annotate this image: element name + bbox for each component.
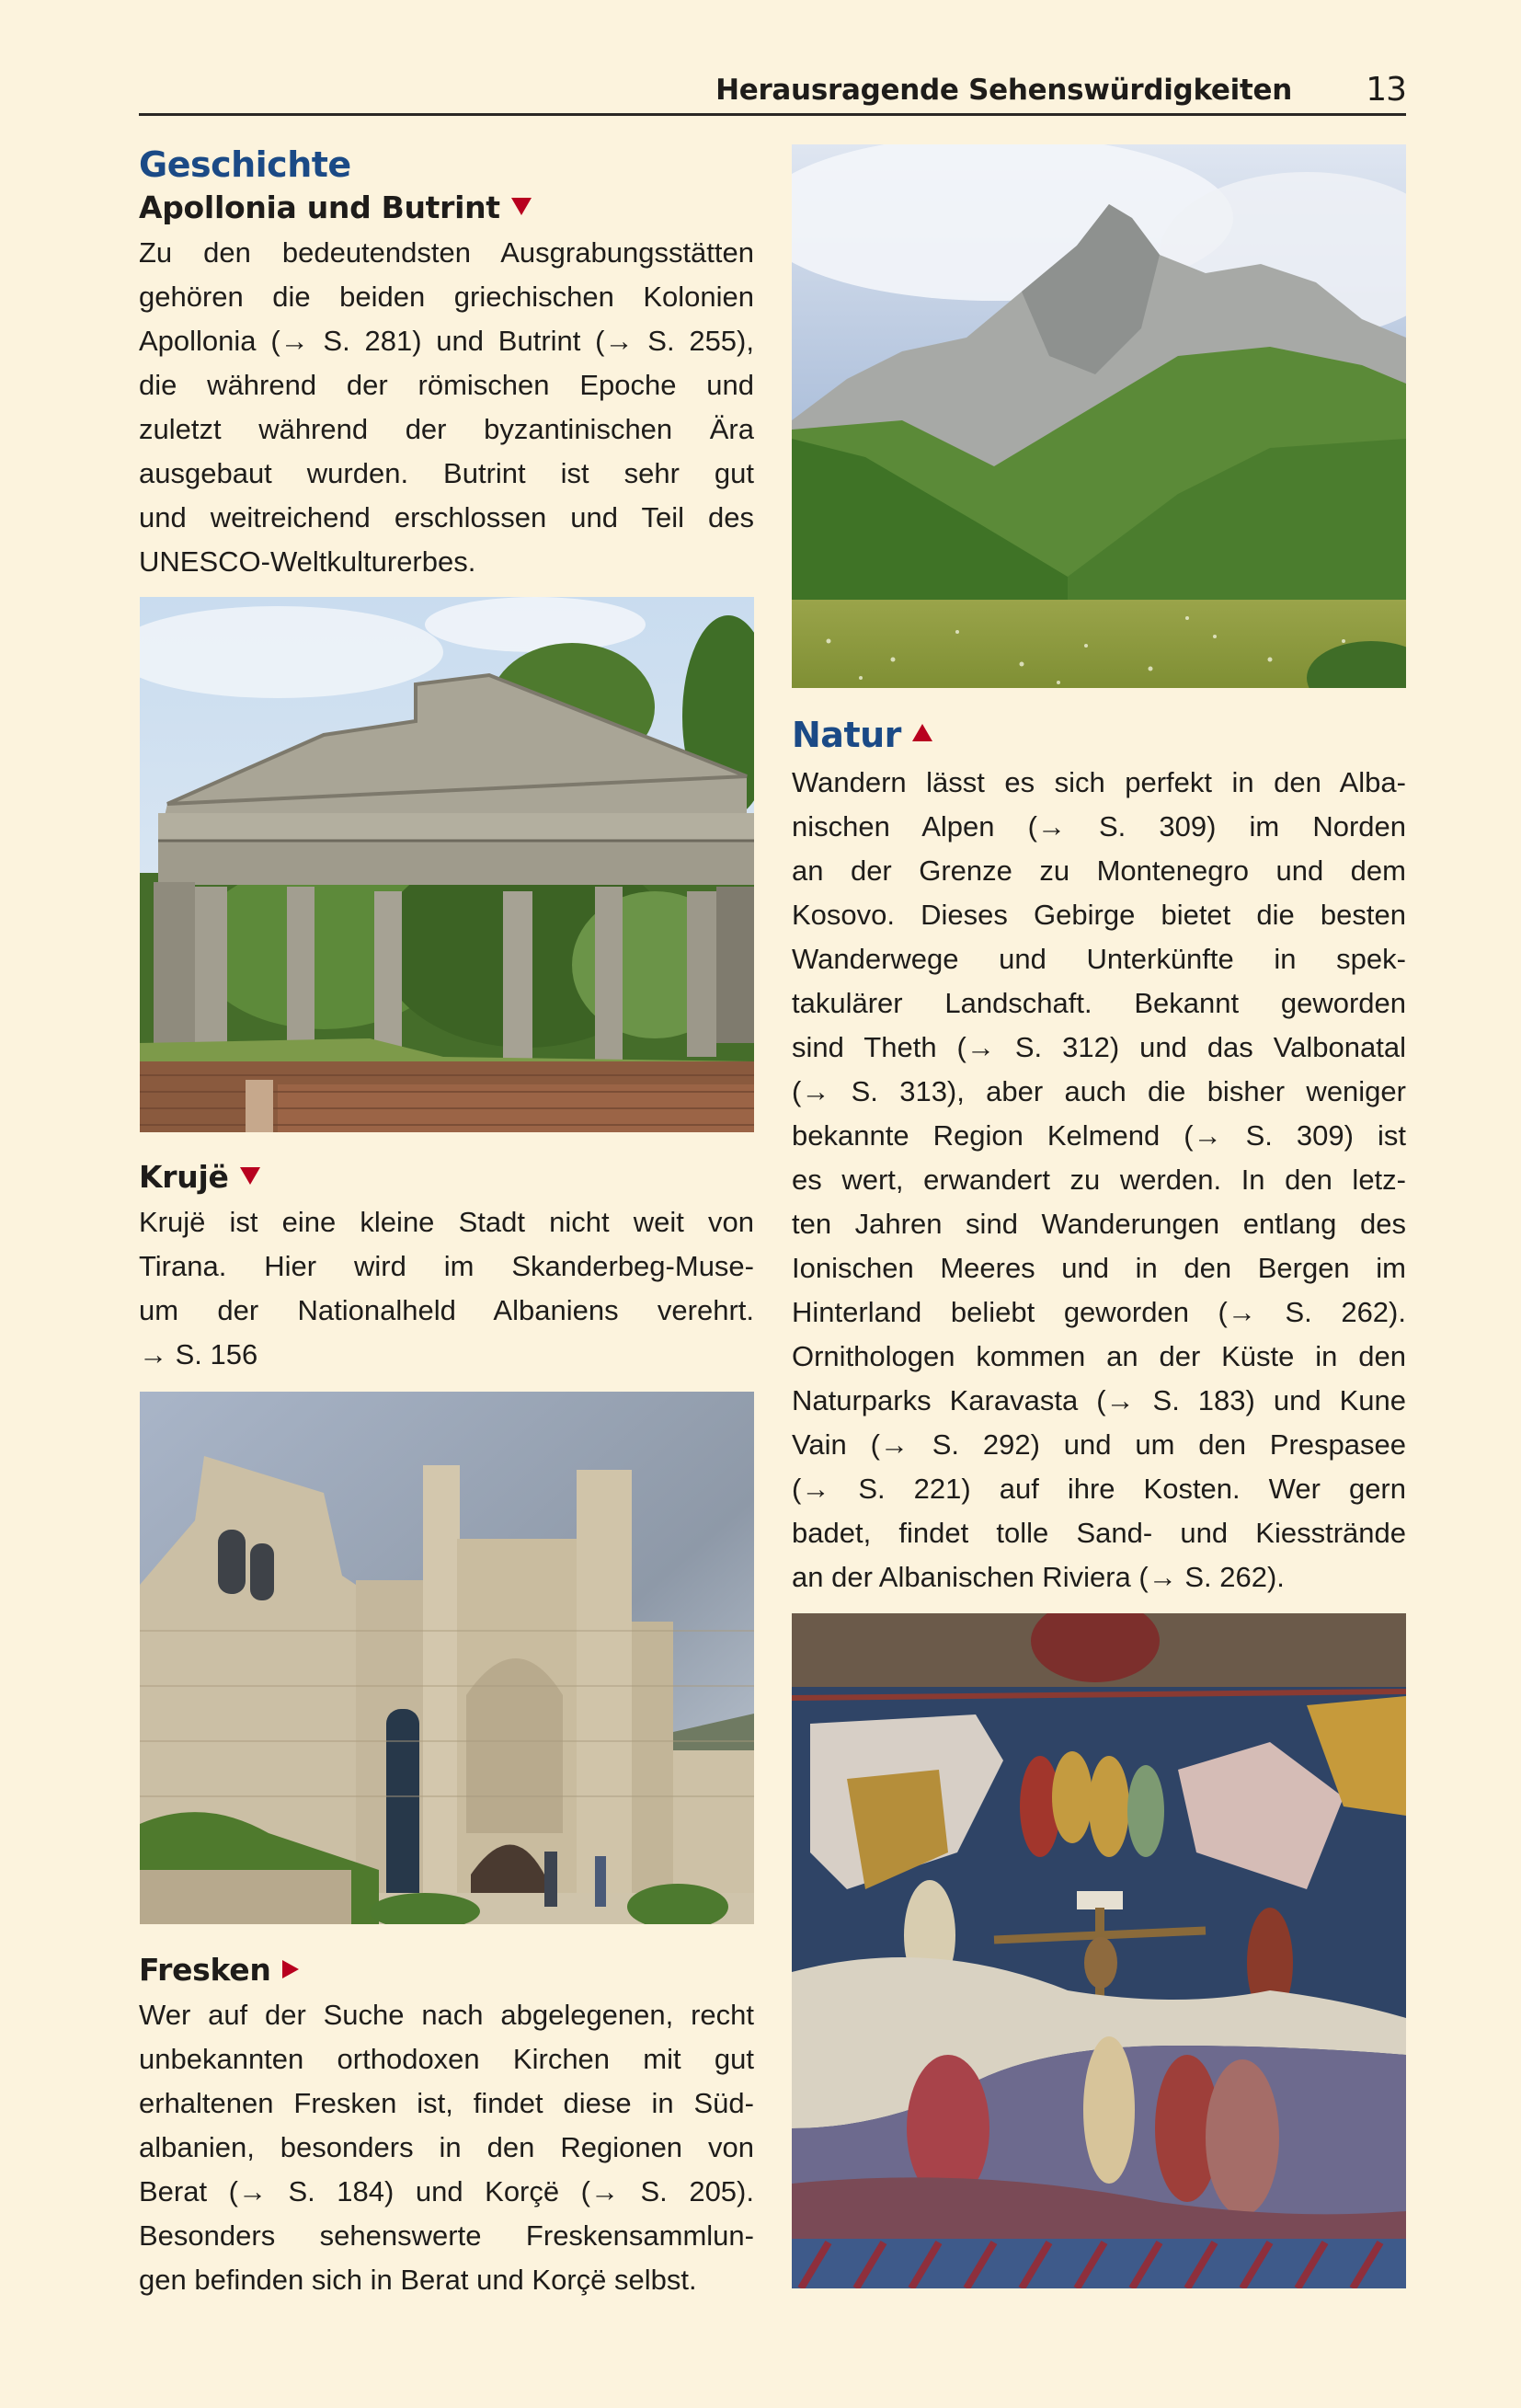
paragraph-apollonia-butrint [139, 231, 754, 584]
page-number: 13 [1366, 71, 1406, 109]
text-line: ausgebaut wurden. Butrint ist sehr gut [139, 457, 754, 489]
photo-albanian-alps [792, 144, 1406, 688]
text-line: an der Grenze zu Montenegro und dem [792, 854, 1406, 887]
subheading-kruje [139, 1157, 260, 1198]
subheading-text: Fresken [139, 1952, 271, 1988]
text-line: Naturparks Karavasta (→ S. 183) und Kune [792, 1384, 1406, 1416]
text-line: Hinterland beliebt geworden (→ S. 262). [792, 1296, 1406, 1328]
text-line: um der Nationalheld Albaniens verehrt. [139, 1294, 754, 1326]
text-line: (→ S. 313), aber auch die bisher weniger [792, 1075, 1406, 1107]
paragraph-kruje [139, 1200, 754, 1377]
subheading-apollonia-butrint [139, 188, 532, 228]
text-line: zuletzt während der byzantinischen Ära [139, 413, 754, 445]
text-line: an der Albanischen Riviera (→ S. 262). [792, 1561, 1285, 1593]
red-up-triangle-icon [912, 724, 932, 741]
text-line: Wer auf der Suche nach abgelegenen, recht [139, 1999, 754, 2031]
section-title-geschichte: Geschichte [139, 144, 351, 185]
skanderbeg-museum-icon [140, 1392, 754, 1924]
text-line: es wert, erwandert zu werden. In den letz- [792, 1164, 1406, 1196]
subheading-fresken [139, 1950, 299, 1990]
mountain-landscape-icon [792, 144, 1406, 688]
text-line: Ornithologen kommen an der Küste in den [792, 1340, 1406, 1372]
text-line: Krujë ist eine kleine Stadt nicht weit von [139, 1206, 754, 1238]
text-line: ten Jahren sind Wanderungen entlang des [792, 1208, 1406, 1240]
section-title-natur [792, 714, 932, 756]
text-line: sind Theth (→ S. 312) und das Valbonatal [792, 1031, 1406, 1063]
text-line: Besonders sehenswerte Freskensammlun- [139, 2219, 754, 2252]
text-line: und weitreichend erschlossen und Teil des [139, 501, 754, 533]
text-line: takulärer Landschaft. Bekannt geworden [792, 987, 1406, 1019]
subheading-text: Apollonia und Butrint [139, 189, 500, 225]
text-line: (→ S. 221) auf ihre Kosten. Wer gern [792, 1473, 1406, 1505]
paragraph-natur [792, 761, 1406, 1600]
text-line: Berat (→ S. 184) und Korçë (→ S. 205). [139, 2175, 754, 2207]
text-line: → S. 156 [139, 1338, 258, 1370]
ancient-temple-ruins-icon [140, 597, 754, 1132]
text-line: unbekannten orthodoxen Kirchen mit gut [139, 2043, 754, 2075]
text-line: Tirana. Hier wird im Skanderbeg-Muse- [139, 1250, 754, 1282]
running-head: Herausragende Sehenswürdigkeiten [715, 74, 1292, 107]
text-line: Ionischen Meeres und in den Bergen im [792, 1252, 1406, 1284]
text-line: Wandern lässt es sich perfekt in den Alba- [792, 766, 1406, 798]
header-rule [139, 113, 1406, 116]
photo-apollonia-temple [140, 597, 754, 1132]
text-line: Vain (→ S. 292) und um den Prespasee [792, 1428, 1406, 1461]
text-line: gen befinden sich in Berat und Korçë selbst. [139, 2264, 697, 2296]
paragraph-fresken [139, 1993, 754, 2302]
red-down-triangle-icon [240, 1167, 260, 1185]
text-line: nischen Alpen (→ S. 309) im Norden [792, 810, 1406, 843]
text-line: Wanderwege und Unterkünfte in spek- [792, 943, 1406, 975]
text-line: Kosovo. Dieses Gebirge bietet die besten [792, 899, 1406, 931]
text-line: gehören die beiden griechischen Kolonien [139, 281, 754, 313]
text-line: UNESCO-Weltkulturerbes. [139, 545, 476, 578]
red-down-triangle-icon [511, 198, 532, 215]
photo-church-fresco [792, 1613, 1406, 2288]
photo-skanderbeg-museum [140, 1392, 754, 1924]
text-line: badet, findet tolle Sand- und Kiesstrände [792, 1517, 1406, 1549]
subheading-text: Krujë [139, 1159, 229, 1195]
red-right-triangle-icon [282, 1960, 299, 1978]
text-line: albanien, besonders in den Regionen von [139, 2131, 754, 2163]
church-fresco-icon [792, 1613, 1406, 2288]
text-line: erhaltenen Fresken ist, findet diese in Süd- [139, 2087, 754, 2119]
text-line: Zu den bedeutendsten Ausgrabungsstätten [139, 236, 754, 269]
section-title-text: Natur [792, 715, 901, 755]
text-line: bekannte Region Kelmend (→ S. 309) ist [792, 1119, 1406, 1152]
text-line: die während der römischen Epoche und [139, 369, 754, 401]
text-line: Apollonia (→ S. 281) und Butrint (→ S. 255), [139, 325, 754, 357]
